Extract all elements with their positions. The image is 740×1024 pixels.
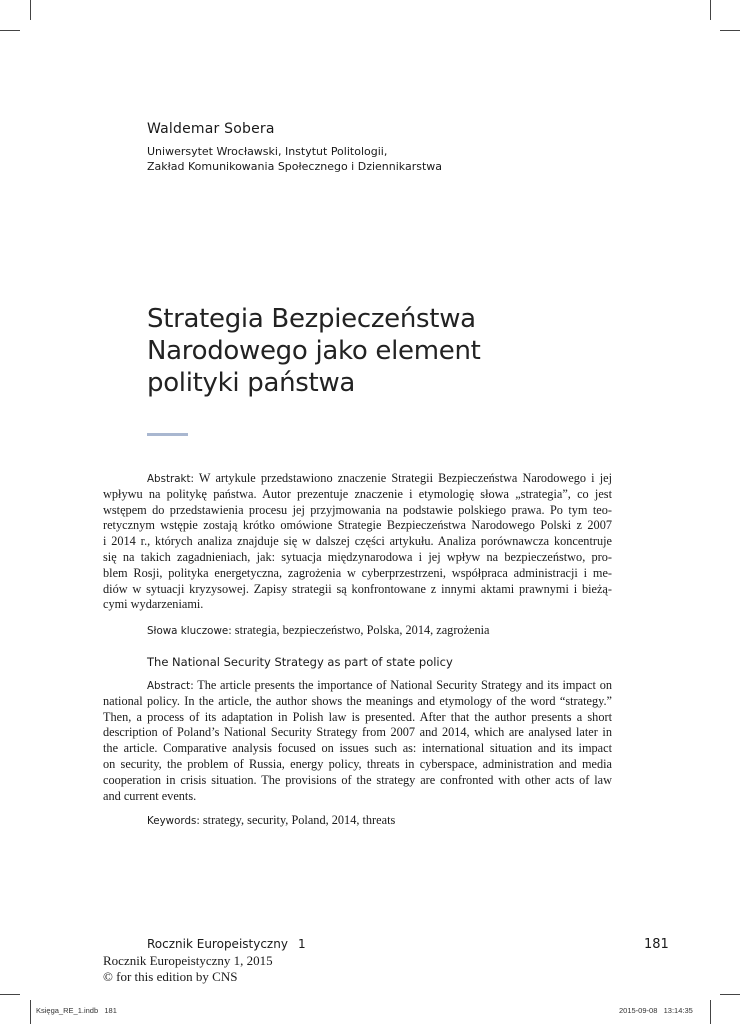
crop-mark: [720, 30, 740, 31]
keywords-text: strategia, bezpieczeństwo, Polska, 2014, zagrożenia: [231, 623, 490, 637]
print-slug-timestamp: 2015-09-08 13:14:35: [619, 1006, 693, 1015]
abstract-line: diów w sytuacji kryzysowej. Zapisy strategii są konfrontowane z innymi aktami prawnymi i bieżą-: [103, 581, 612, 596]
author-name: Waldemar Sobera: [147, 121, 275, 137]
crop-mark: [30, 0, 31, 20]
journal-name: Rocznik Europeistyczny: [147, 937, 288, 951]
abstract-line: description of Poland’s National Security Strategy from 2007 and 2014, which are analysed later in: [103, 725, 612, 740]
abstract-line: i 2014 r., których analiza znajduje się w dalszej części artykułu. Analiza porównawcza koncentruje: [103, 534, 612, 549]
author-affiliation: [147, 145, 442, 174]
abstract-line: się na takich zagadnieniach, jak: sytuacja międzynarodowa i jej wpływ na bezpieczeństwo, pro-: [103, 549, 612, 564]
crop-mark: [720, 994, 740, 995]
abstract-line: cymi wydarzeniami.: [103, 597, 204, 612]
affiliation-line: Zakład Komunikowania Społecznego i Dziennikarstwa: [147, 159, 443, 173]
crop-mark: [710, 1000, 711, 1024]
keywords-label: Keywords:: [147, 815, 200, 827]
abstract-label: Abstract:: [147, 680, 194, 692]
imprint-line: Rocznik Europeistyczny 1, 2015: [103, 953, 273, 968]
abstract-line: and current events.: [103, 788, 197, 803]
running-head: [147, 937, 306, 951]
abstract-line: national policy. In the article, the author shows the meanings and etymology of the word “strategy.”: [103, 693, 612, 708]
affiliation-line: Uniwersytet Wrocławski, Instytut Politologii,: [147, 145, 388, 158]
title-line: Narodowego jako element: [147, 336, 481, 366]
keywords-label: Słowa kluczowe:: [147, 625, 232, 637]
page-number: 181: [644, 937, 669, 952]
keywords-text: strategy, security, Poland, 2014, threats: [199, 813, 396, 827]
abstract-line: retycznym wstępie zostają krótko omówione Strategie Bezpieczeństwa Narodowego Polski z 2007: [103, 518, 612, 533]
article-title: [147, 303, 627, 399]
crop-mark: [0, 30, 20, 31]
abstract-line: Then, a process of its adaptation in Polish law is presented. After that the author presents a short: [103, 709, 612, 724]
imprint: [103, 953, 273, 984]
abstract-line: wstępem do przedstawienia procesu jej przyjmowania na podstawie polskiego prawa. Po tym teo-: [103, 502, 612, 517]
crop-mark: [0, 994, 20, 995]
abstract-line: on security, the problem of Russia, energy policy, threats in cyberspace, administration and media: [103, 756, 612, 771]
crop-mark: [30, 1000, 31, 1024]
abstract-label: Abstrakt:: [147, 473, 194, 485]
journal-volume: 1: [297, 937, 306, 951]
abstract-line: the article. Comparative analysis focused on issues such as: international situation and its impact: [103, 741, 612, 756]
crop-mark: [710, 0, 711, 20]
abstract-en: [103, 678, 612, 804]
keywords-en: [147, 813, 395, 828]
title-rule: [147, 433, 188, 436]
imprint-line: © for this edition by CNS: [103, 968, 238, 984]
english-title: The National Security Strategy as part of state policy: [147, 655, 453, 669]
title-line: polityki państwa: [147, 368, 356, 398]
title-line: Strategia Bezpieczeństwa: [147, 304, 476, 334]
abstract-line: Abstract: The article presents the importance of National Security Strategy and its impact on: [147, 678, 612, 692]
abstract-pl: [103, 471, 612, 613]
print-slug-file: Księga_RE_1.indb 181: [36, 1006, 117, 1015]
abstract-line: blem Rosji, polityka energetyczna, zagrożenia w cyberprzestrzeni, współpraca administracji i me-: [103, 565, 612, 580]
abstract-line: cooperation in crisis situation. The provisions of the strategy are confronted with other acts of law: [103, 772, 612, 787]
abstract-line: wpływu na politykę państwa. Autor prezentuje znaczenie i etymologię słowa „strategia”, co jest: [103, 486, 612, 501]
abstract-line: Abstrakt: W artykule przedstawiono znaczenie Strategii Bezpieczeństwa Narodowego i jej: [147, 471, 612, 485]
keywords-pl: [147, 623, 490, 638]
